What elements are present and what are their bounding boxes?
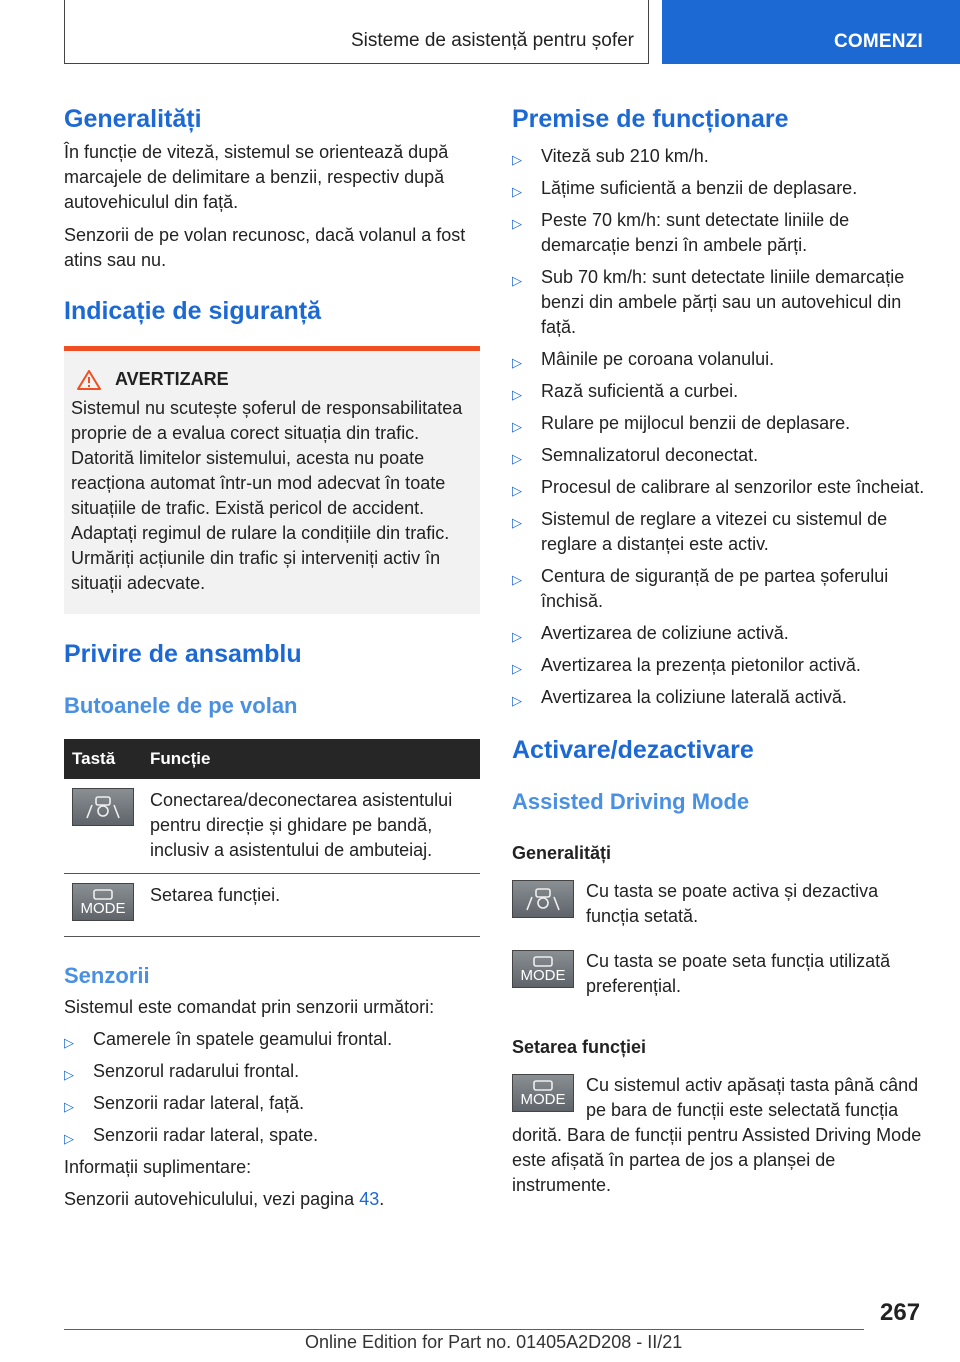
triangle-bullet-icon: ▷ [512,661,522,676]
list-item: ▷ Senzorii radar lateral, spate. [64,1123,480,1148]
warning-header [71,369,473,390]
triangle-bullet-icon: ▷ [512,515,522,530]
triangle-bullet-icon: ▷ [64,1067,74,1082]
table-row [64,874,480,937]
list-item: ▷ Rază suficientă a curbei. [512,379,928,404]
activate-row [512,879,928,929]
mode-button-icon [512,950,574,988]
lane-assist-button-icon [512,880,574,918]
lane-assist-button-icon [72,788,134,826]
car-icon [92,889,114,901]
setting-text: Cu sistemul activ apăsați tasta până când pe bara de funcții este selectată funcția dorită. Bara de funcții pentru Assisted Driving Mode este afișată în partea de jos a planșei de instrumente. [512,1075,922,1195]
list-item: ▷ Avertizarea de coliziune activă. [512,621,928,646]
list-item: ▷ Avertizarea la coliziune laterală activă. [512,685,928,710]
keys-table [64,739,480,937]
safety-title: Indicație de siguranță [64,297,322,325]
buttons-title: Butoanele de pe volan [64,693,298,718]
mode-label: MODE [80,899,126,917]
triangle-bullet-icon: ▷ [64,1035,74,1050]
triangle-bullet-icon: ▷ [512,451,522,466]
car-icon [532,1080,554,1092]
info-paragraph: Senzorii autovehiculului, vezi pagina 43. [64,1189,385,1209]
table-row [64,779,480,874]
list-item: ▷ Rulare pe mijlocul benzii de deplasare. [512,411,928,436]
footer-divider [64,1329,864,1330]
triangle-bullet-icon: ▷ [512,355,522,370]
triangle-bullet-icon: ▷ [512,629,522,644]
triangle-bullet-icon: ▷ [512,572,522,587]
triangle-bullet-icon: ▷ [512,273,522,288]
left-column [64,100,480,1212]
car-icon [532,956,554,968]
triangle-bullet-icon: ▷ [512,693,522,708]
triangle-bullet-icon: ▷ [512,152,522,167]
list-item: ▷ Senzorii radar lateral, față. [64,1091,480,1116]
list-item: ▷ Senzorul radarului frontal. [64,1059,480,1084]
info-label: Informații suplimentare: [64,1157,252,1177]
right-column [512,100,928,1198]
tab-comenzi[interactable] [662,0,960,64]
page-number: 267 [880,1299,921,1326]
triangle-bullet-icon: ▷ [512,419,522,434]
adm-title: Assisted Driving Mode [512,789,750,814]
list-item: ▷ Procesul de calibrare al senzorilor este încheiat. [512,475,928,500]
triangle-bullet-icon: ▷ [512,483,522,498]
prereq-list [512,144,928,710]
activate-text: Cu tasta se poate activa și dezactiva funcția setată. [586,881,879,926]
overview-title: Privire de ansamblu [64,640,302,668]
general-title: Generalități [64,105,202,133]
steering-car-icon [83,795,123,819]
general-subtitle: Generalități [512,843,612,863]
steering-car-icon [523,887,563,911]
sensors-intro: Sistemul este comandat prin senzorii următori: [64,997,435,1017]
setting-block [512,1073,928,1198]
list-item: ▷ Semnalizatorul deconectat. [512,443,928,468]
list-item: ▷ Centura de siguranță de pe partea șoferului închisă. [512,566,889,611]
list-item: ▷ Mâinile pe coroana volanului. [512,347,928,372]
triangle-bullet-icon: ▷ [512,387,522,402]
edition-text: Online Edition for Part no. 01405A2D208 - II/21 [305,1332,683,1352]
prereq-title: Premise de funcționare [512,105,789,133]
list-item: ▷ Sistemul de reglare a vitezei cu sistemul de reglare a distanței este activ. [512,509,888,554]
function-cell: Conectarea/deconectarea asistentului pentru direcție și ghidare pe bandă, inclusiv a asistentului de ambuteiaj. [142,779,480,874]
warning-triangle-icon [77,370,101,390]
page-link[interactable]: 43 [359,1189,380,1209]
mode-button-icon [72,883,134,921]
general-paragraph-2: Senzorii de pe volan recunosc, dacă volanul a fost atins sau nu. [64,225,466,270]
sensors-title: Senzorii [64,963,150,988]
warning-label: AVERTIZARE [115,369,229,389]
mode-row [512,949,928,999]
mode-label: MODE [520,1090,566,1108]
section-title: Sisteme de asistență pentru șofer [350,30,634,51]
activation-title: Activare/dezactivare [512,736,754,764]
sensors-list [64,1027,480,1148]
warning-text: Sistemul nu scutește șoferul de responsabilitatea proprie de a evalua corect situația din trafic. Datorită limitelor sistemului, acesta nu poate reacționa automat într-un mod adecvat în toate situațiile de trafic. Există pericol de accident. Adaptați regimul de rulare la condițiile din trafic. Urmăriți acțiunile din trafic și interveniți activ în situații adecvate. [71,398,463,593]
tab-label: COMENZI [834,31,924,52]
list-item: ▷ Viteză sub 210 km/h. [512,144,928,169]
general-paragraph-1: În funcție de viteză, sistemul se orientează după marcajele de delimitare a benzii, respectiv după autovehiculul din față. [64,142,449,212]
col-function-header: Funcție [142,739,480,779]
list-item: ▷ Camerele în spatele geamului frontal. [64,1027,480,1052]
list-item: ▷ Peste 70 km/h: sunt detectate liniile de demarcație benzi în ambele părți. [512,210,850,255]
mode-button-icon [512,1074,574,1112]
info-text: Senzorii autovehiculului, vezi pagina [64,1189,355,1209]
triangle-bullet-icon: ▷ [64,1131,74,1146]
triangle-bullet-icon: ▷ [512,184,522,199]
list-item: ▷ Sub 70 km/h: sunt detectate liniile demarcație benzi din ambele părți sau un autovehicul din față. [512,267,905,337]
mode-text: Cu tasta se poate seta funcția utilizată preferențial. [586,951,891,996]
triangle-bullet-icon: ▷ [64,1099,74,1114]
function-cell: Setarea funcției. [142,874,480,937]
list-item: ▷ Avertizarea la prezența pietonilor activă. [512,653,928,678]
triangle-bullet-icon: ▷ [512,216,522,231]
col-key-header: Tastă [64,739,142,779]
header-box [64,0,649,64]
mode-label: MODE [520,966,566,984]
warning-box [64,346,480,614]
list-item: ▷ Lățime suficientă a benzii de deplasare. [512,176,928,201]
setting-subtitle: Setarea funcției [512,1037,647,1057]
